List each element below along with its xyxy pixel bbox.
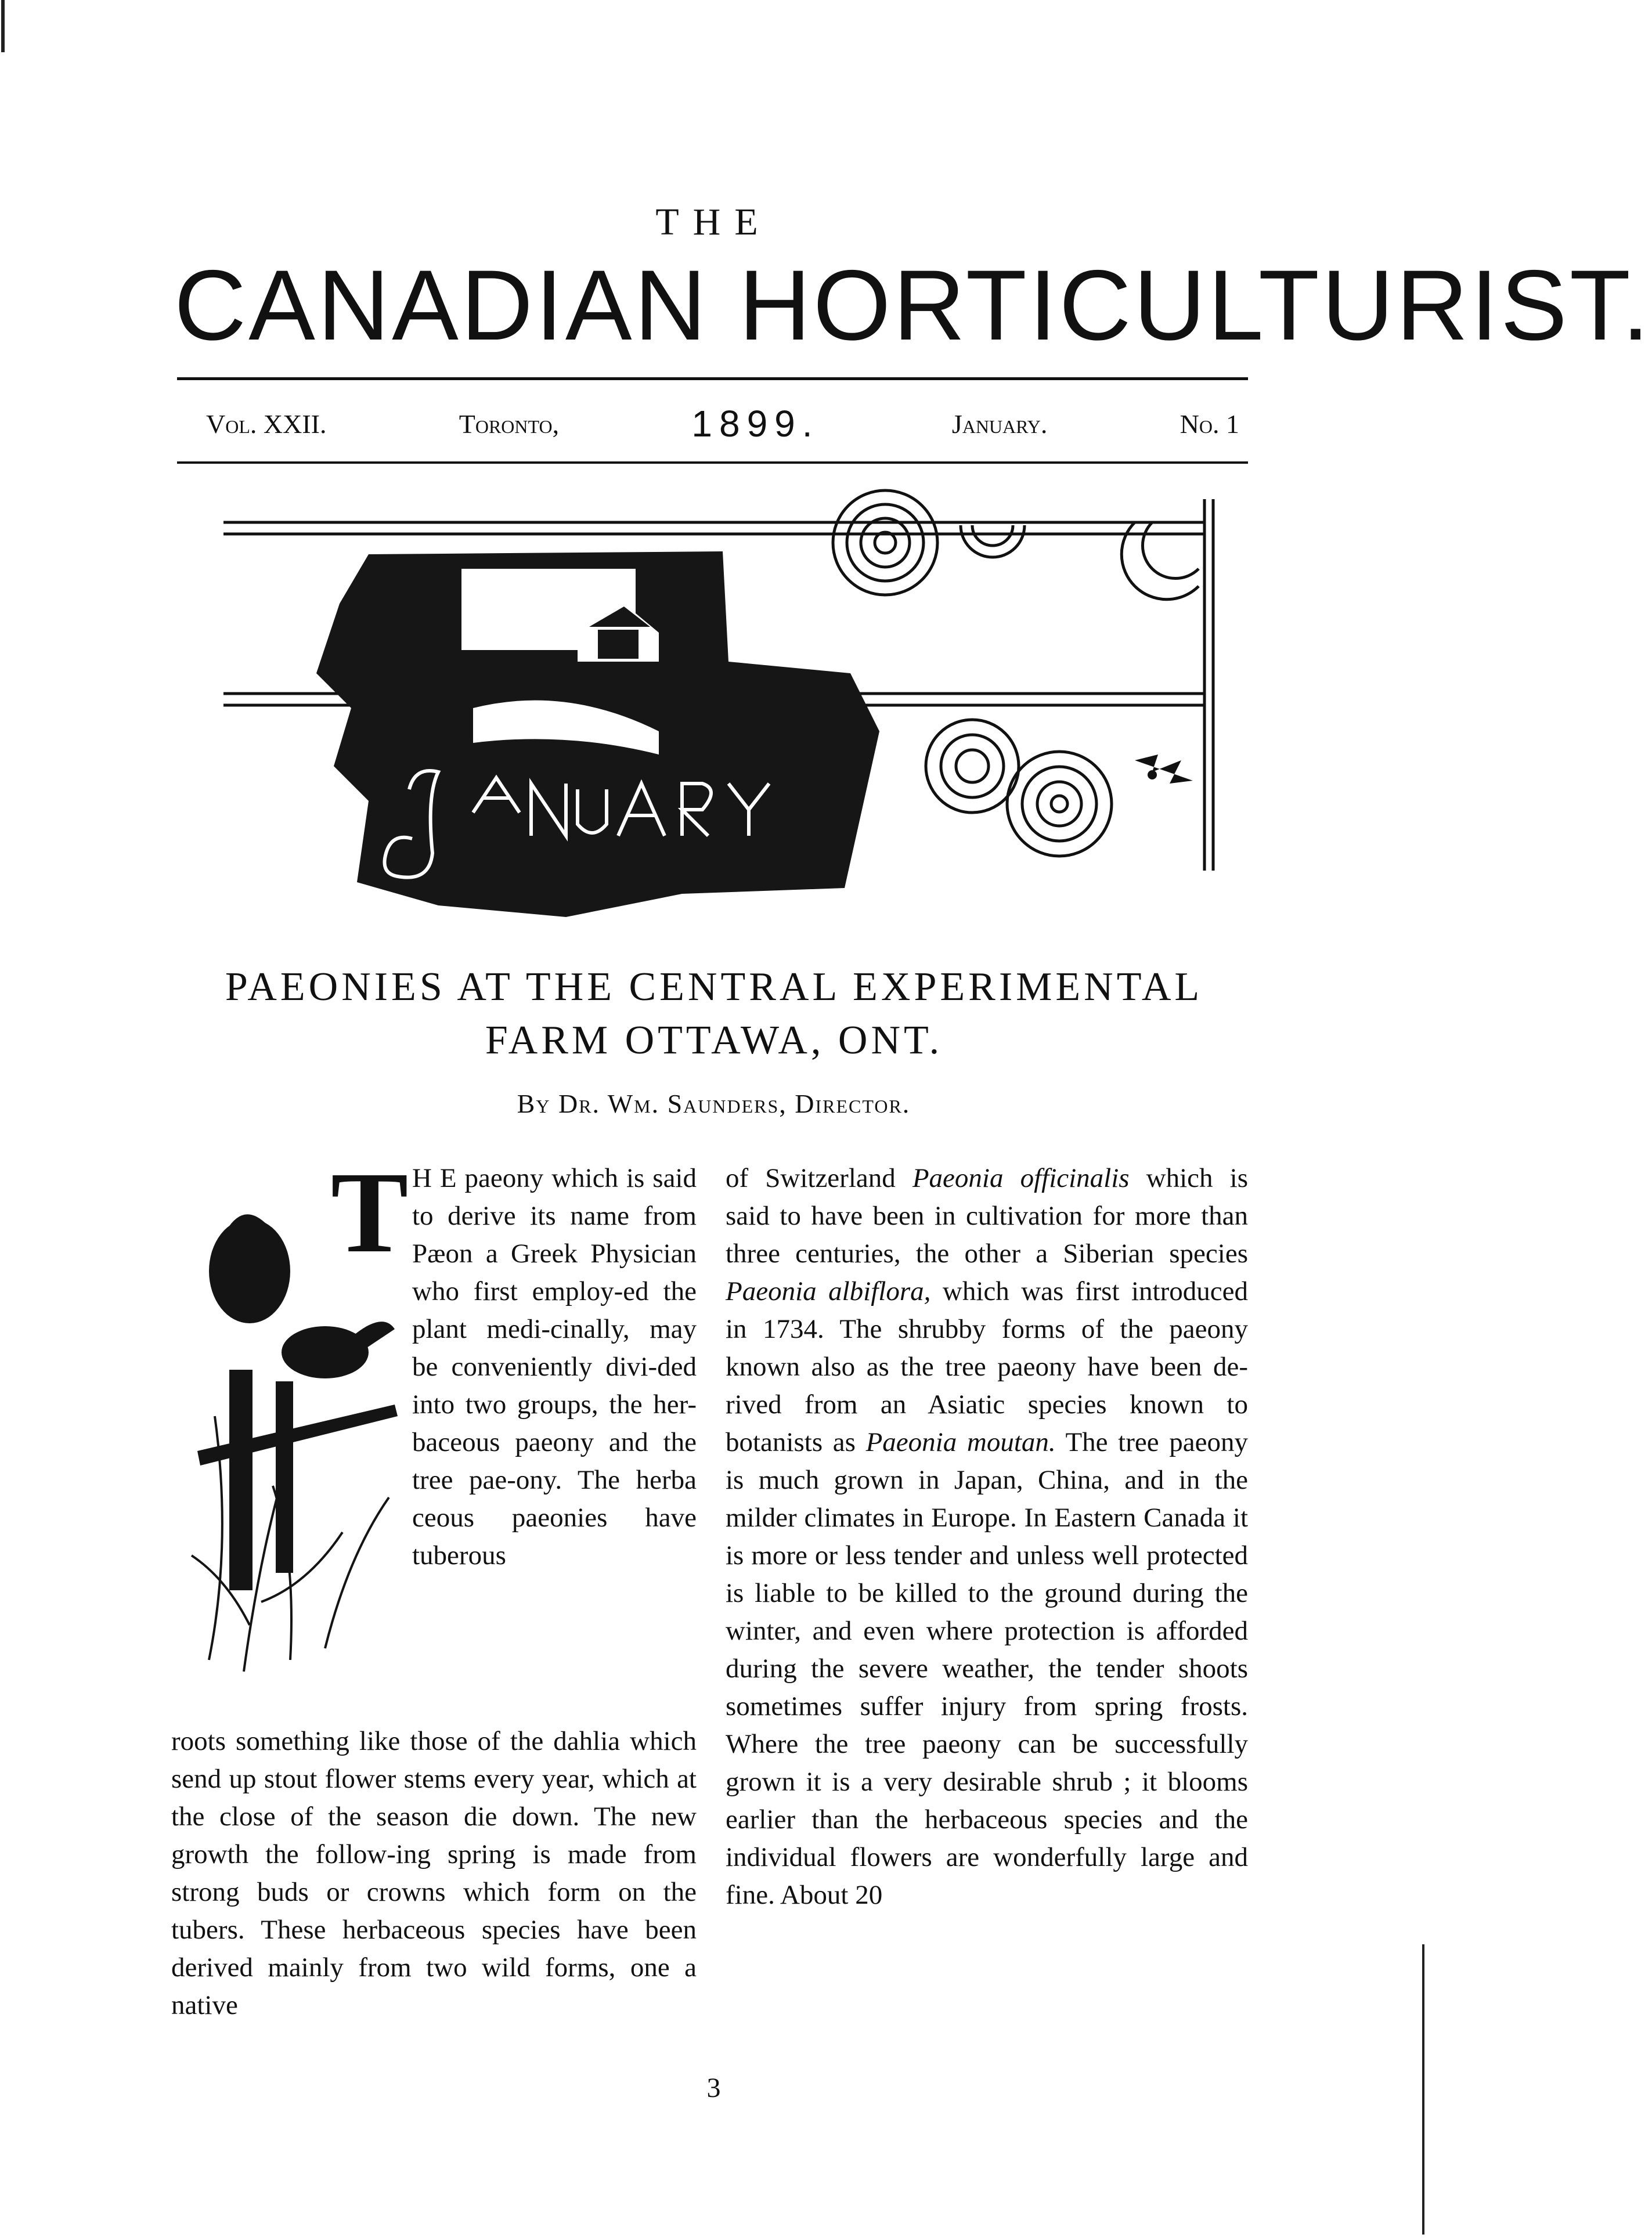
text-run: of Switzerland	[726, 1163, 912, 1193]
masthead-the: THE	[655, 201, 772, 243]
scan-edge-mark	[1422, 1944, 1424, 2235]
number-label: No. 1	[1180, 409, 1239, 439]
article-title-line-1: PAEONIES AT THE CENTRAL EXPERIMENTAL	[225, 965, 1203, 1009]
year-label: 1899.	[691, 403, 820, 445]
species-name: Paeonia moutan.	[865, 1427, 1056, 1457]
species-name: Paeonia albiflora,	[726, 1276, 931, 1306]
top-rule	[177, 377, 1248, 380]
paragraph-wrapped: H E paeony which is said to derive its name from Pæon a Greek Physician who first employ-ed the plant medi-cinally, may be conveniently divi-ded into two groups, the her-baceous paeony and the tree pae-ony. The herba ceous paeonies have tuberous	[412, 1163, 697, 1571]
text-column-wrapped	[412, 1160, 697, 1575]
text-column-right	[726, 1160, 1248, 1914]
bottom-rule	[177, 461, 1248, 464]
drop-cap: T	[331, 1149, 409, 1277]
place-label: Toronto,	[459, 409, 560, 439]
article-byline: By Dr. Wm. Saunders, Director.	[517, 1089, 911, 1118]
january-banner-illustration	[218, 488, 1216, 929]
issue-line	[206, 400, 1239, 447]
text-run: which was first introduced in 1734. The shrubby forms of the paeony known also as the tree paeony have been de-rived from an Asiatic species known to botanists as	[726, 1276, 1248, 1457]
scan-edge-mark	[1, 0, 5, 52]
text-column-left-lower	[171, 1723, 697, 2024]
paragraph-left-lower: roots something like those of the dahlia which send up stout flower stems every year, which at the close of the season die down. The new growth the follow-ing spring is made from strong buds or crowns which form on the tubers. These herbaceous species have been derived mainly from two wild forms, one a native	[171, 1726, 697, 2020]
paragraph-right	[726, 1160, 1248, 1914]
month-label: January.	[951, 409, 1048, 439]
text-run: which is said to have been in cultivation for more than three centuries, the other a Siberian species	[726, 1163, 1248, 1269]
volume-label: Vol. XXII.	[206, 409, 327, 439]
article-title	[139, 961, 1289, 1067]
article-title-line-2: FARM OTTAWA, ONT.	[485, 1018, 943, 1063]
page-number: 3	[706, 2073, 721, 2103]
species-name: Paeonia officinalis	[912, 1163, 1130, 1193]
text-run: The tree paeony is much grown in Japan, China, and in the milder climates in Europe. In Eastern Canada it is more or less tender and unless well protected is liable to be killed to the ground during the winter, and even where protection is afforded during the severe weather, the tender shoots sometimes suffer injury from spring frosts. Where the tree paeony can be successfully grown it is a very desirable shrub ; it blooms earlier than the herbaceous species and the individual flowers are wonderfully large and fine. About 20	[726, 1427, 1248, 1910]
masthead-title: CANADIAN HORTICULTURIST.	[174, 250, 1652, 361]
